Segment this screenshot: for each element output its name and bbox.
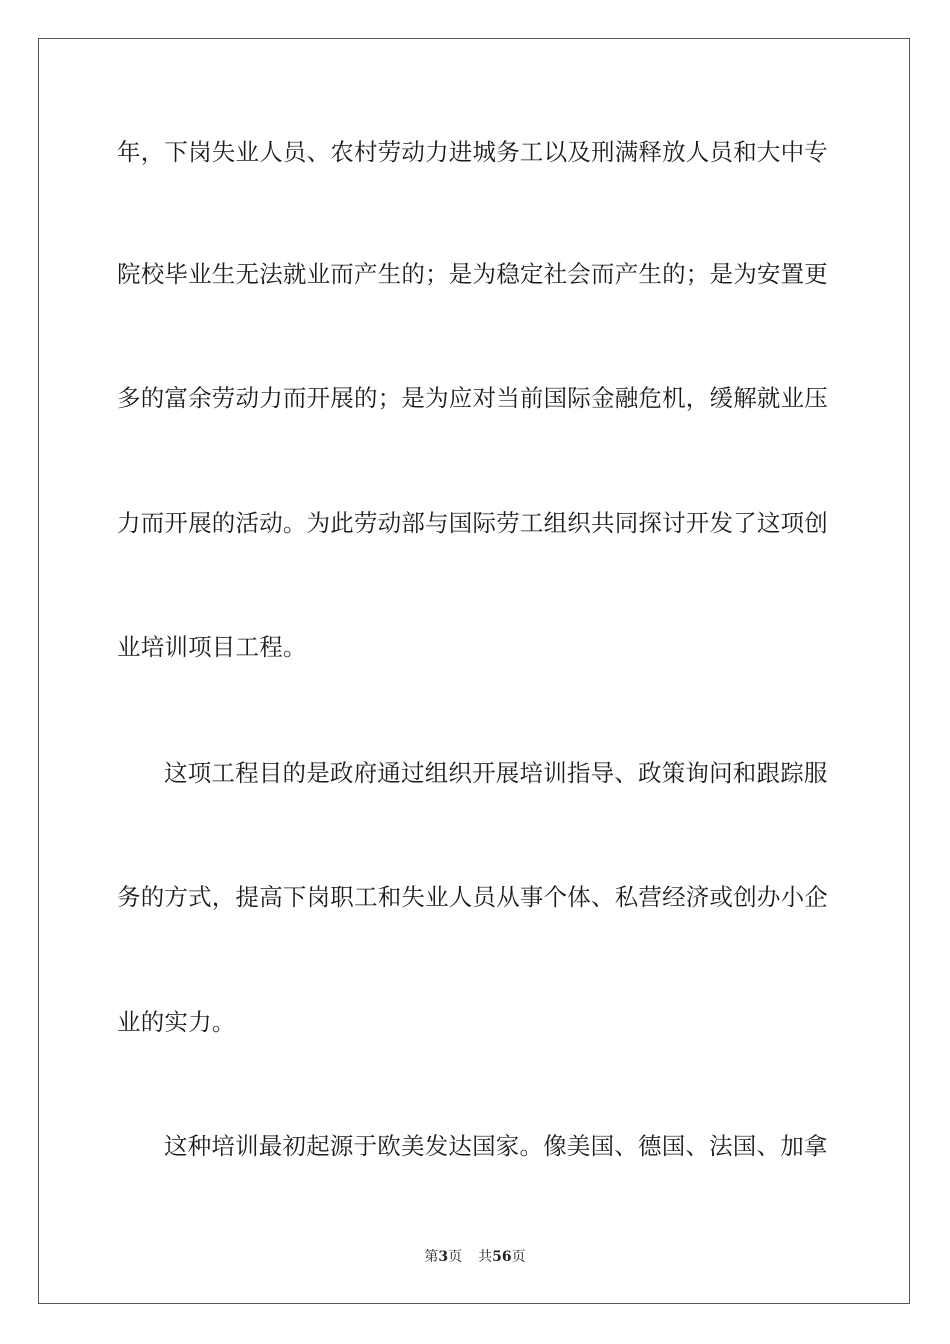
text-line: 力而开展的活动。为此劳动部与国际劳工组织共同探讨开发了这项创 — [117, 509, 828, 537]
page-number: 3 — [438, 1249, 449, 1265]
text-line: 业培训项目工程。 — [117, 633, 307, 661]
total-pages: 56 — [492, 1249, 512, 1265]
text-line: 务的方式，提高下岗职工和失业人员从事个体、私营经济或创办小企 — [117, 883, 828, 911]
page-suffix: 页 — [448, 1249, 463, 1265]
page-prefix: 第 — [424, 1249, 439, 1265]
text-line: 业的实力。 — [117, 1008, 236, 1036]
page-border — [38, 38, 910, 1304]
total-prefix: 共 — [478, 1249, 493, 1265]
text-line: 年，下岗失业人员、农村劳动力进城务工以及刑满释放人员和大中专 — [117, 138, 828, 166]
page-footer — [0, 1248, 950, 1266]
paragraph-first-line: 这种培训最初起源于欧美发达国家。像美国、德国、法国、加拿 — [164, 1132, 828, 1160]
text-line: 多的富余劳动力而开展的；是为应对当前国际金融危机，缓解就业压 — [117, 384, 828, 412]
paragraph-first-line: 这项工程目的是政府通过组织开展培训指导、政策询问和跟踪服 — [164, 759, 828, 787]
total-suffix: 页 — [511, 1249, 526, 1265]
text-line: 院校毕业生无法就业而产生的；是为稳定社会而产生的；是为安置更 — [117, 260, 828, 288]
